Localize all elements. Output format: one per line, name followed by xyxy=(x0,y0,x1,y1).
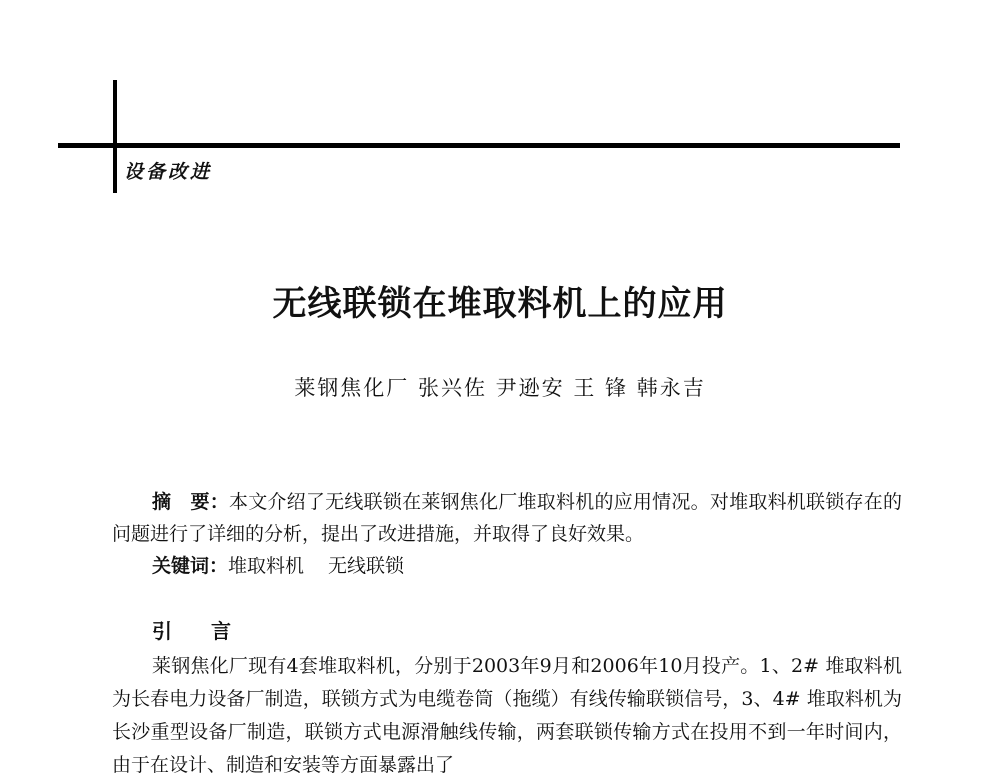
abstract-paragraph xyxy=(112,486,902,550)
keywords-line xyxy=(152,550,404,582)
keyword-item: 堆取料机 xyxy=(228,555,305,577)
intro-paragraph: 莱钢焦化厂现有4套堆取料机，分别于2003年9月和2006年10月投产。1、2# 堆取料机为长春电力设备厂制造，联锁方式为电缆卷筒（拖缆）有线传输联锁信号，3、4# 堆取料机为长沙重型设备厂制造，联锁方式电源滑触线传输，两套联锁传输方式在投用不到一年时间内，由于在设计、制造和安装等方面暴露出了 xyxy=(112,655,902,776)
article-title: 无线联锁在堆取料机上的应用 xyxy=(272,284,728,324)
section-tag: 设备改进 xyxy=(124,161,213,183)
keywords-label: 关键词： xyxy=(152,555,229,577)
keyword-item: 无线联锁 xyxy=(328,555,405,577)
abstract-text: 本文介绍了无线联锁在莱钢焦化厂堆取料机的应用情况。对堆取料机联锁存在的问题进行了详细的分析，提出了改进措施，并取得了良好效果。 xyxy=(112,491,902,545)
header-horizontal-rule xyxy=(58,143,900,148)
intro-heading: 引 言 xyxy=(152,619,247,643)
article-authors: 莱钢焦化厂 张兴佐 尹逊安 王 锋 韩永吉 xyxy=(294,376,706,400)
abstract-label: 摘 要： xyxy=(152,491,229,513)
header-vertical-rule xyxy=(113,80,117,193)
